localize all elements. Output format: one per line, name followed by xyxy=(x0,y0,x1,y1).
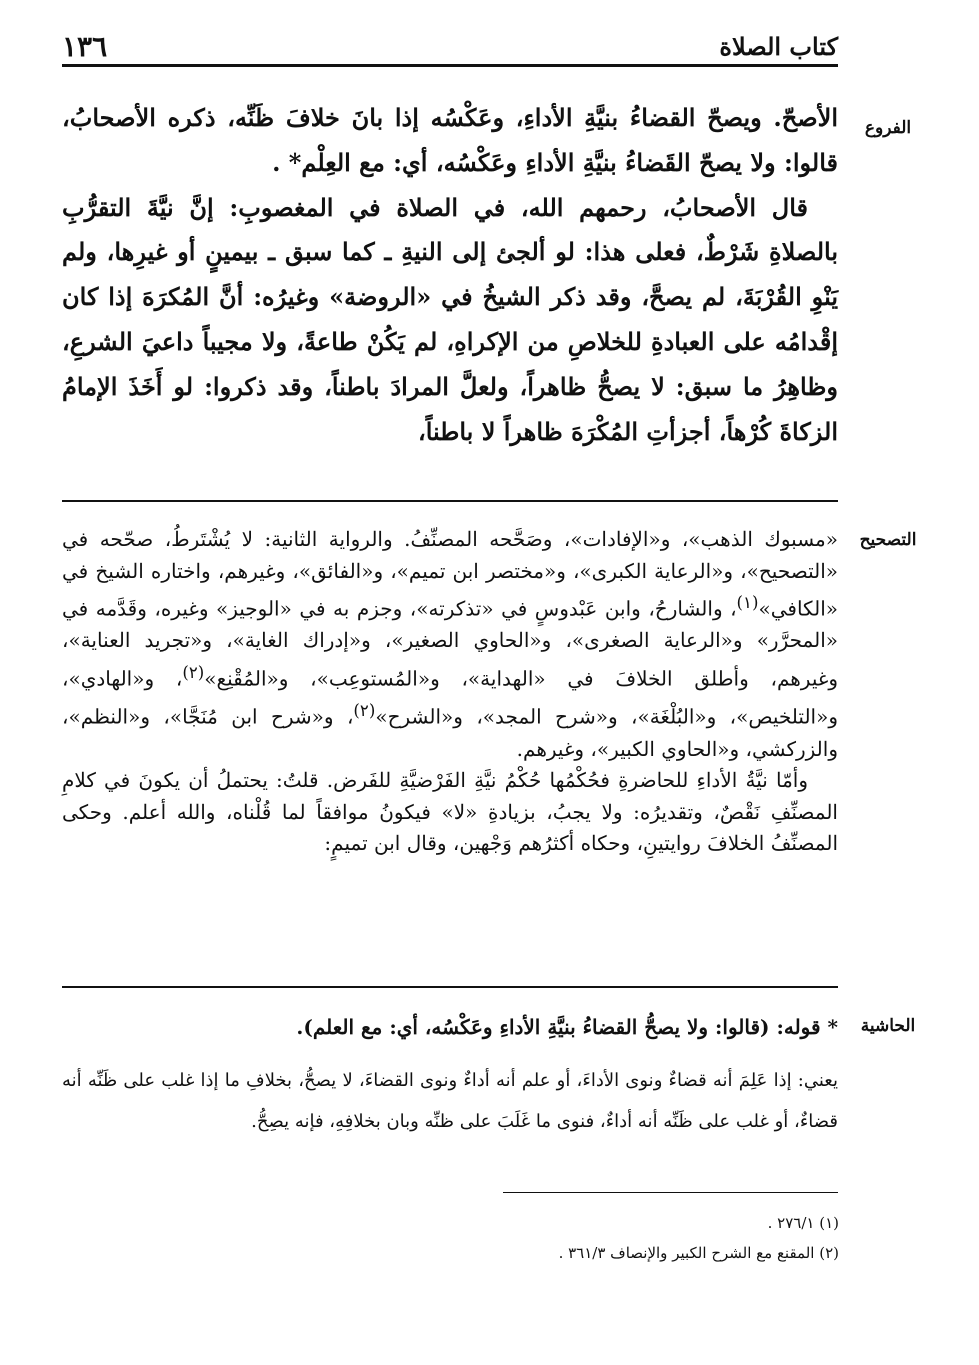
footnote-ref-2: (٢) xyxy=(182,663,205,683)
section-label-furu: الفروع xyxy=(864,118,912,138)
section-label-tashih: التصحيح xyxy=(859,530,917,550)
section-divider xyxy=(62,986,838,988)
page-number: ١٣٦ xyxy=(62,30,108,63)
hashiya-body: يعني: إذا عَلِمَ أنه قضاءٌ ونوى الأداءَ، أو علم أنه أداءٌ ونوى القضاءَ، لا يصحُّ، بخلافِ ما إذا غلب على ظَنِّه أنه قضاءٌ، أو غلب على ظَنِّه أنه أداءٌ، فنوى ما غَلَبَ على ظنِّه وبان بخلافِهِ، فإنه يصِحُّ. xyxy=(62,1070,838,1132)
header-rule xyxy=(62,64,838,67)
tashih-text-1c: ، و«الهادي»، و«التلخيص»، و«البُلْغَة»، و«شرح المجد»، و«الشرح» xyxy=(62,666,839,729)
tashih-text-1a: «مسبوك الذهب»، و«الإفادات»، وصَحَّحه المصنِّفُ. والرواية الثانية: لا يُشْتَرطُ، صحّحه في «التصحيح»، و«الرعاية الكبرى»، و«مختصر ابن تميم»، و«الفائق»، وغيرهم، واختاره الشيخ في «الكافي» xyxy=(62,527,838,621)
section-divider xyxy=(62,500,838,502)
tashih-text-1b: ، والشارحُ، وابن عَبْدوسٍ في «تذكرته»، وجزم به في «الوجيز» وغيره، وقَدَّمه في «المحرَّر» و«الرعاية الصغرى»، و«الحاوي الصغير»، و«إدراك الغاية»، و«تجريد العناية»، وغيرهم، وأطلق الخلافَ في «الهداية»، و«المُستوعِب»، و«المُقْنِع» xyxy=(62,596,838,691)
footnote-ref-1: (١) xyxy=(736,593,759,613)
tashih-text-1d: ، و«شرح ابن مُنَجَّا»، و«النظم»، والزركشي، و«الحاوي الكبير»، وغيرهم. xyxy=(62,704,838,761)
tashih-paragraph-1 xyxy=(62,524,838,765)
hashiya-quote: * قوله: (قالوا: ولا يصحُّ القضاءُ بنيَّةِ الأداءِ وعَكْسُه، أي: مع العلم). xyxy=(296,1015,838,1039)
book-title: كتاب الصلاة xyxy=(719,32,838,61)
footnote-1: (١) ٢٧٦/١ . xyxy=(767,1214,839,1232)
footnote-ref-3: (٢) xyxy=(353,701,376,721)
running-header xyxy=(62,30,838,62)
furu-paragraph-2: قال الأصحابُ، رحمهم الله، في الصلاة في المغصوبِ: إنَّ نيَّةَ التقرُّبِ بالصلاةِ شَرْطٌ، فعلى هذا: لو ألجئ إلى النيةِ ـ كما سبق ـ بيمينٍ أو غيرِها، ولم يَنْوِ القُرْبَةَ، لم يصحَّ، وقد ذكر الشيخُ في «الروضة» وغيرُه: أنَّ المُكرَهَ إذا كان إقْدامُه على العبادةِ للخلاصِ من الإكراهِ، لم يَكُنْ طاعةً، ولا مجيباً داعيَ الشرعِ، وظاهِرُ ما سبق: لا يصحُّ ظاهراً، ولعلَّ المرادَ باطناً، وقد ذكروا: لو أَخَذَ الإمامُ الزكاةَ كُرْهاً، أجزأتِ المُكْرَهَ ظاهراً لا باطناً، xyxy=(62,192,839,446)
footnote-2: (٢) المقنع مع الشرح الكبير والإنصاف ٣٦١/٣ . xyxy=(558,1244,839,1262)
tashih-paragraph-2: وأمّا نيَّةُ الأداءِ للحاضرةِ فحُكْمُها حُكْمُ نيَّةِ الفَرْضيَّةِ للفَرض. قلتُ: يحتملُ أن يكونَ في كلامِ المصنِّفِ نَقْصٌ، وتقديرُه: ولا يجبُ، بزيادةِ «لا» فيكونُ موافقاً لما قُلْناه، والله أعلم. وحكى المصنِّفُ الخلافَ روايتينِ، وحكاه أكثرُهم وَجْهين، وقال ابن تميمٍ: xyxy=(62,768,838,856)
footnote-divider xyxy=(503,1192,838,1193)
tashih-section xyxy=(62,524,838,860)
section-label-hashiya: الحاشية xyxy=(860,1016,916,1036)
furu-section xyxy=(62,96,838,454)
furu-paragraph-1: الأصحّ. ويصحّ القضاءُ بنيَّةِ الأداءِ، وعَكْسُه إذا بانَ خلافَ ظَنِّه، ذكره الأصحابُ، قالوا: ولا يصحّ القَضاءُ بنيَّةِ الأداءِ وعَكْسُه، أي: مع العِلْم* . xyxy=(62,103,838,177)
